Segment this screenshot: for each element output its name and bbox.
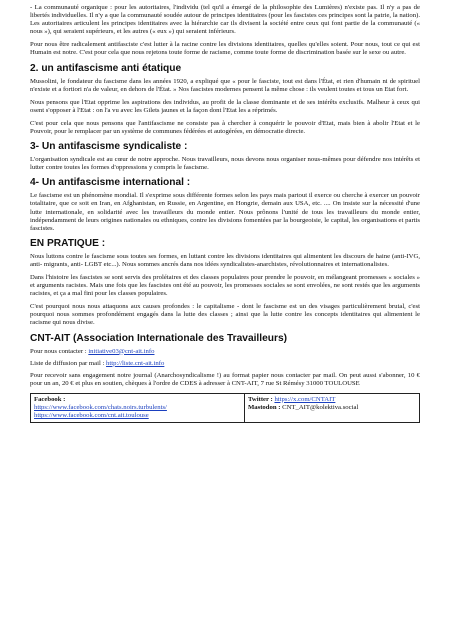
practice-paragraph-1: Nous luttons contre le fascisme sous toutes ses formes, en luttant contre les divisions identitaires qui alimentent les discours de haine (anti-IVG, anti- migrants, anti- LGBT etc...). Nous sommes ancrés dans nos idées syndicalistes-anarchistes, révolutionnaires et internationalistes. (30, 252, 420, 268)
section-4-heading: 4- Un antifascisme international : (30, 177, 191, 189)
facebook-link-chats-noirs[interactable]: https://www.facebook.com/chats.noirs.turbulents/ (34, 404, 167, 411)
practice-heading: EN PRATIQUE : (30, 237, 106, 249)
cnt-heading: CNT-AIT (Association Internationale des Travailleurs) (30, 332, 288, 344)
social-links-table (30, 393, 420, 423)
facebook-link-cnt-ait-toulouse[interactable]: https://www.facebook.com/cnt.ait.toulouse (34, 412, 149, 420)
practice-paragraph-2: Dans l'histoire les fascistes se sont servis des prolétaires et des classes populaires pour prendre le pouvoir, en mélangeant promesses « sociales » et arguments racistes. Mais une fois que les fascistes ont été au pouvoir, les promesses sociales se sont envolées, ne sont restés que les arguments racistes, et ça a mal fini pour les classes populaires. (30, 273, 420, 298)
mailing-list-link[interactable]: http://liste.cnt-ait.info (106, 359, 165, 367)
twitter-label: Twitter : (247, 395, 275, 403)
section-2-paragraph-1: Mussolini, le fondateur du fascisme dans les années 1920, a expliqué que « pour le fasciste, tout est dans l'État, et rien d'humain ni de spirituel n'existe et a fortiori n'a de valeur, en dehors de l'État. » Nos fascistes modernes pensent la même chose : ils veulent toutes et tous un Etat fort. (30, 77, 420, 93)
intro-paragraph-2: Pour nous être radicalement antifasciste c'est lutter à la racine contre les divisions identitaires, quelles qu'elles soient. Pour nous, tout ce qui est Humain est notre. C'est pour cela que nous rejetons toute forme de racisme, comme toute forme de discrimination basée sur le sexe ou autre. (30, 41, 420, 57)
contact-label: Pour nous contacter : (30, 347, 89, 355)
section-2-paragraph-3: C'est pour cela que nous pensons que l'antifascisme ne consiste pas à chercher à conquérir le pouvoir d'Etat, mais bien à abolir l'Etat et le Pouvoir, pour le remplacer par un système de communes fédérées et autogérées, en démocratie directe. (30, 119, 420, 136)
mastodon-label: Mastodon : (247, 404, 283, 411)
section-2-paragraph-2: Nous pensons que l'Etat opprime les aspirations des individus, au profit de la classe dominante et de ses intérêts exclusifs. Malheur à ceux qui osent s'opposer à l'Etat : on l'a vu avec les Gilets jaunes et la façon dont l'Etat les a réprimés. (30, 98, 420, 114)
twitter-mastodon-cell (244, 393, 419, 422)
section-4-paragraph-1: Le fascisme est un phénomène mondial. Il s'exprime sous différente formes selon les pays mais partout il exerce ou cherche à exercer un pouvoir totalitaire, que ce soit en Iran, en Afghanistan, en Russie, en Argentine, en Hongrie, demain aux USA, etc. .... On insiste sur la nécessité d'une lutte internationale, en solidarité avec les travailleurs du monde entier. Nous prônons l'unité de tous les travailleurs du monde entier, indépendamment de leurs origines nationales ou ethniques, contre les divisions fomentées par la bourgeoisie, le capital, les organisations et partis fascistes. (30, 192, 420, 232)
section-3-heading: 3- Un antifascisme syndicaliste : (30, 141, 188, 153)
mailing-list-label: Liste de diffusion par mail : (30, 359, 107, 367)
mailing-list-line (30, 360, 420, 368)
facebook-label: Facebook : (34, 395, 66, 403)
section-2-heading: 2. un antifascisme anti étatique (30, 62, 182, 74)
contact-email-link[interactable]: initiative03@cnt-ait.info (88, 347, 155, 355)
practice-paragraph-3: C'est pourquoi nous nous attaquons aux causes profondes : le capitalisme - dont le fascisme est un des visages particulièrement brutal, c'est pourquoi nous sommes profondément engagés dans la lutte des classes ; ainsi que la lutte contre les concepts identitaires qui alimentent le racisme qui nous divise. (30, 303, 420, 327)
intro-paragraph-1: - La communauté organique : pour les autoritaires, l'individu (tel qu'il a émergé de la philosophie des Lumières) n'existe pas. Il n'y a pas de libertés individuelles. Il n'y a que la communauté soudée autour de principes identitaires (pour les fascistes ces principes sont la patrie, la nation). Les autoritaires articulent les principes identitaires avec la hiérarchie car ils divisent la société entre ceux qui font partie de la communauté (« nous »), qui seraient supérieurs, et les autres (« eux ») qui seraient inférieurs. (30, 4, 420, 36)
twitter-link[interactable]: https://x.com/CNTAIT (274, 395, 336, 403)
contact-line (30, 348, 420, 356)
section-3-paragraph-1: L'organisation syndicale est au cœur de notre approche. Nous travailleurs, nous devons nous organiser nous-mêmes pour défendre nos intérêts et lutter contre toutes les formes d'oppressions y compris le fascisme. (30, 156, 420, 172)
subscription-paragraph: Pour recevoir sans engagement notre journal (Anarchosyndicalisme !) au format papier nous contacter par mail. On peut aussi s'abonner, 10 € pour un an, 20 € et plus en soutien, chèques à l'ordre de CDES à adresser à CNT-AIT, 7 rue St Rémésy 31000 TOULOUSE (30, 371, 420, 387)
mastodon-handle: CNT_AIT@kolektiva.social (282, 404, 359, 411)
facebook-cell (31, 393, 245, 422)
